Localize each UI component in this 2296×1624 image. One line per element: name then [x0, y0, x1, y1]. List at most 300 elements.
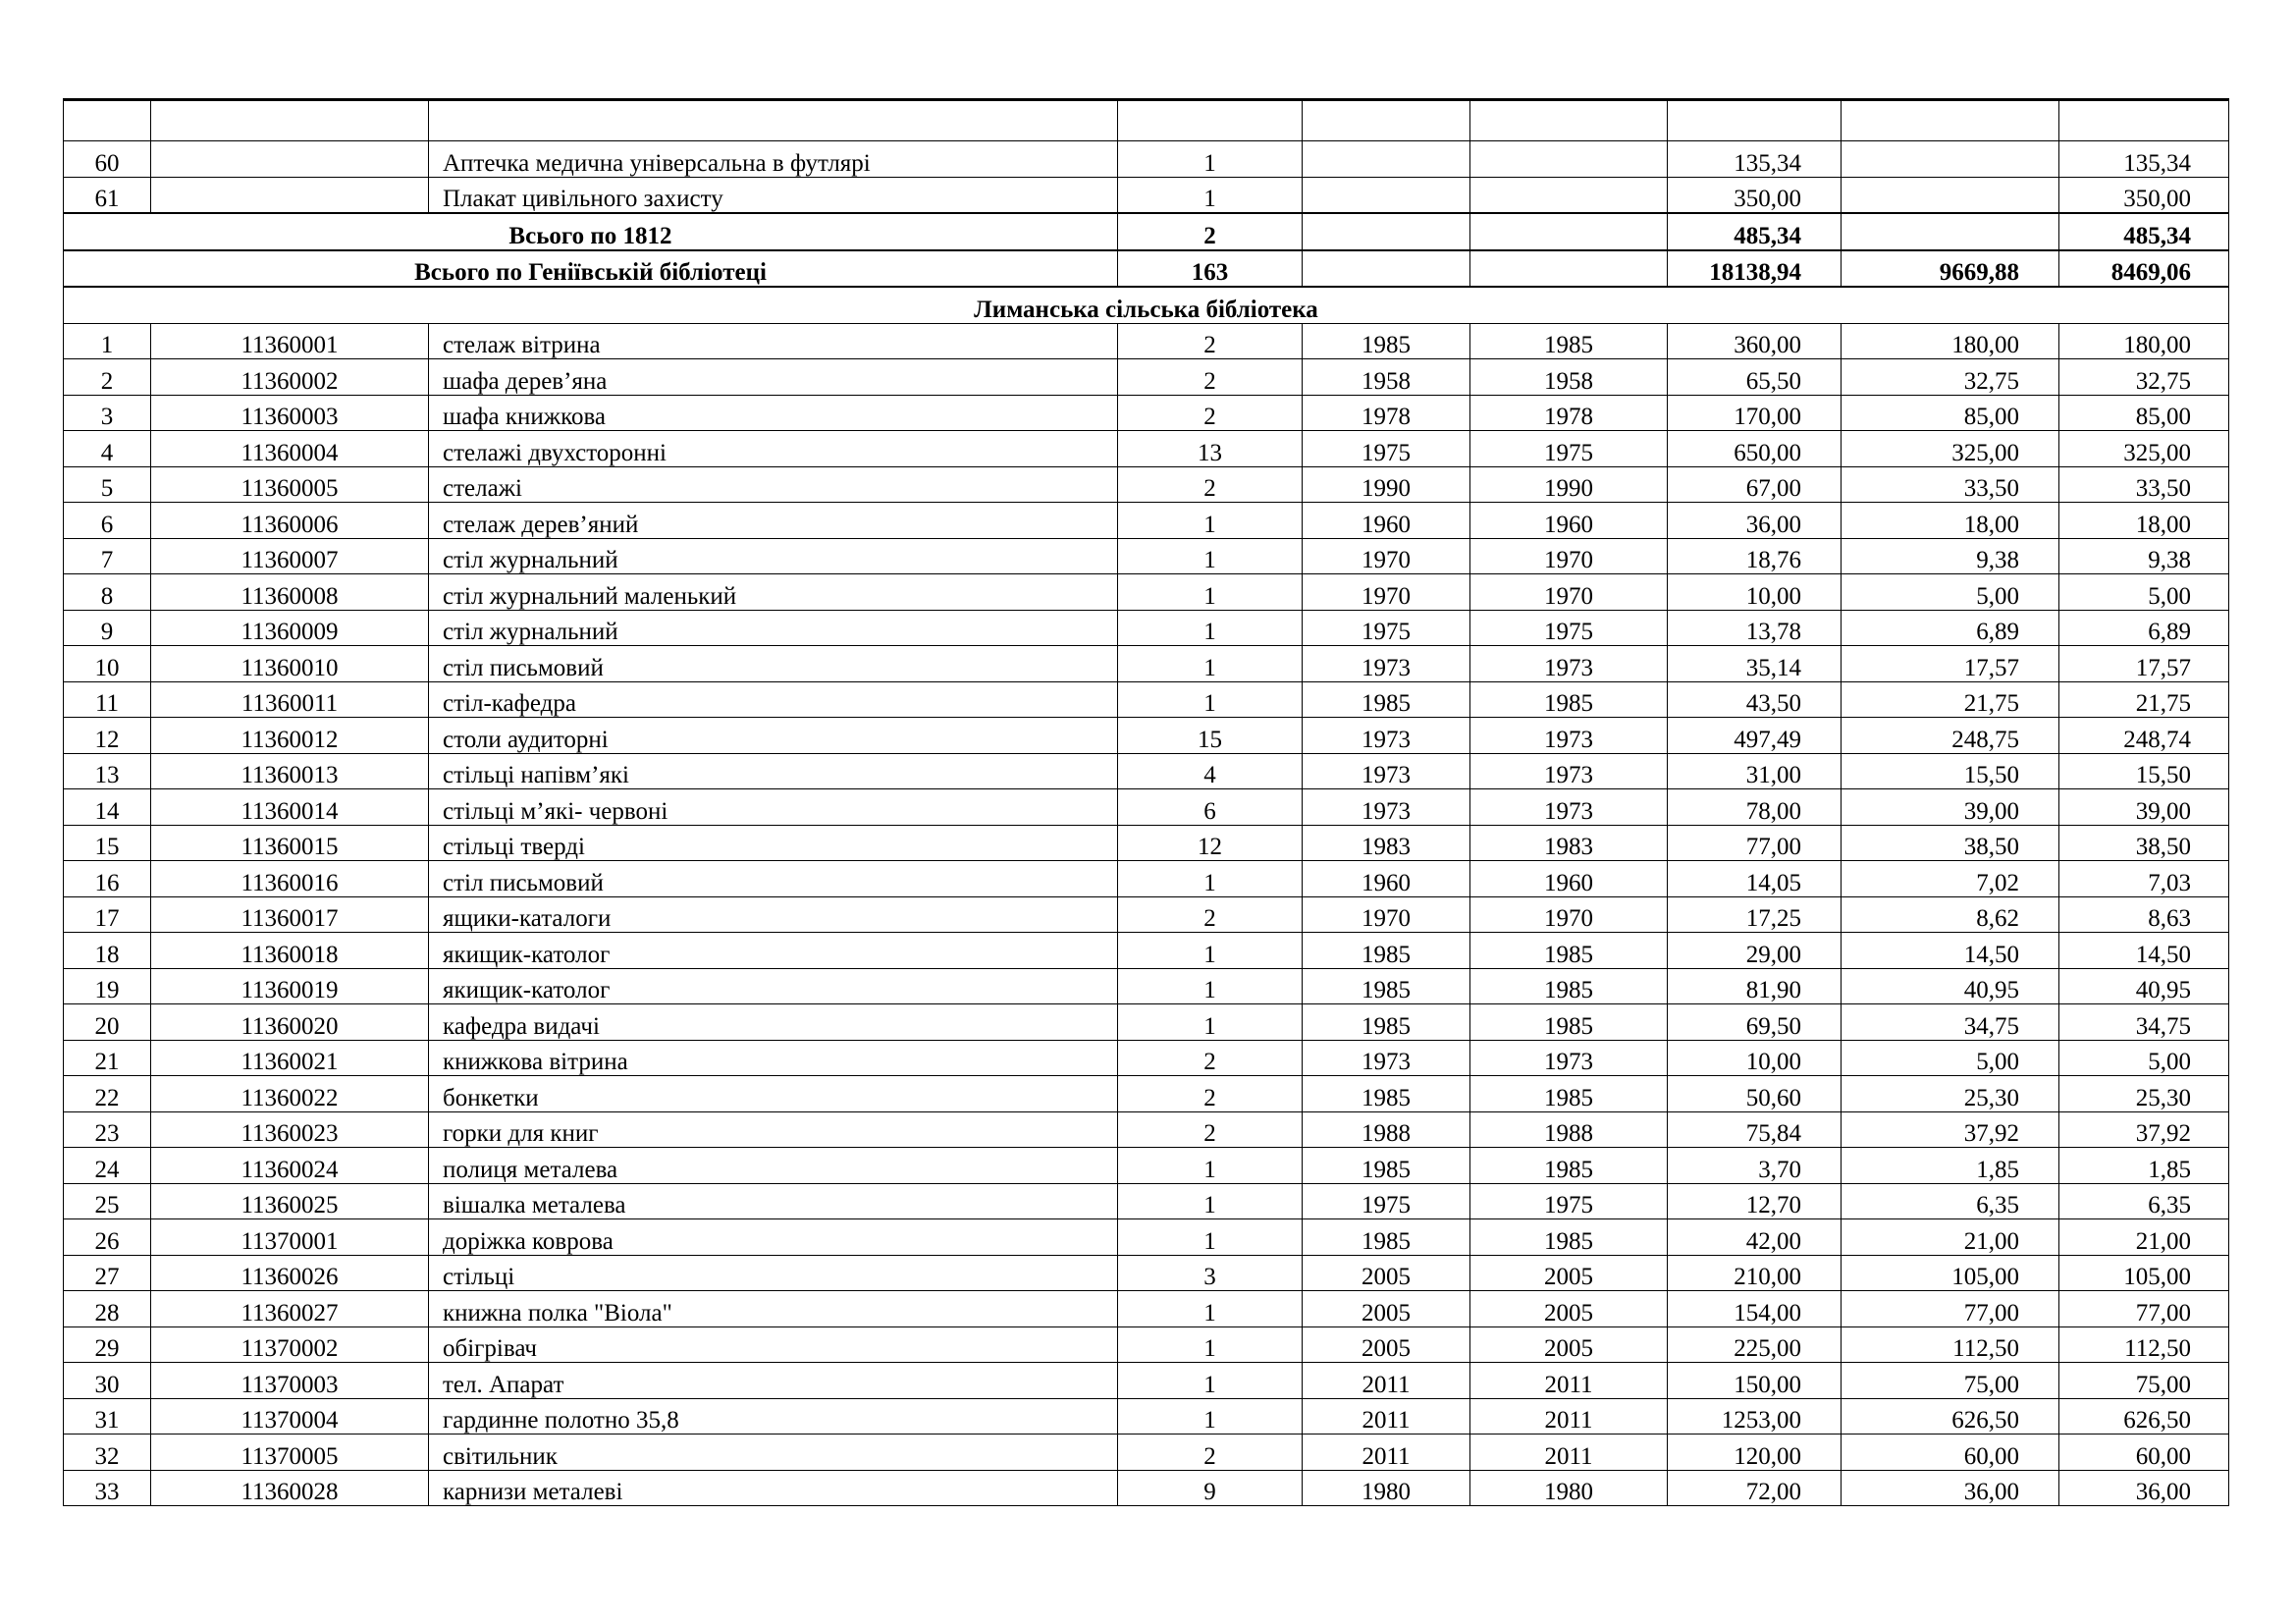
item-year-made: 1973: [1303, 789, 1470, 826]
row-number: 24: [64, 1148, 151, 1184]
item-cost: 29,00: [1668, 933, 1842, 969]
item-cost: 67,00: [1668, 466, 1842, 503]
item-cost: 42,00: [1668, 1219, 1842, 1256]
total-qty: 163: [1118, 250, 1303, 288]
section-title: Лиманська сільська бібліотека: [64, 287, 2229, 323]
row-number: 14: [64, 789, 151, 826]
item-name: стіл письмовий: [429, 646, 1118, 682]
inventory-number: 11360001: [151, 323, 429, 359]
row-number: 3: [64, 395, 151, 431]
item-wear: 15,50: [1842, 753, 2059, 789]
item-year-commissioned: 1985: [1470, 1004, 1668, 1041]
total-label: Всього по 1812: [64, 213, 1118, 250]
inventory-sheet: [63, 98, 2228, 1506]
item-qty: 1: [1118, 1148, 1303, 1184]
item-qty: 6: [1118, 789, 1303, 826]
item-qty: 1: [1118, 1398, 1303, 1435]
inventory-number: 11360004: [151, 431, 429, 467]
item-cost: 75,84: [1668, 1111, 1842, 1148]
item-cost: 135,34: [1668, 141, 1842, 178]
row-number: 31: [64, 1398, 151, 1435]
item-wear: 40,95: [1842, 968, 2059, 1004]
total-row-1812: [64, 213, 2229, 250]
total-residual: 8469,06: [2059, 250, 2229, 288]
row-number: 8: [64, 574, 151, 611]
item-qty: 1: [1118, 610, 1303, 646]
item-qty: 1: [1118, 1183, 1303, 1219]
item-cost: 77,00: [1668, 825, 1842, 861]
table-row: [64, 1219, 2229, 1256]
inventory-table: [63, 98, 2229, 1506]
item-residual: 18,00: [2059, 503, 2229, 539]
item-year-made: 1975: [1303, 610, 1470, 646]
item-name: стелаж вітрина: [429, 323, 1118, 359]
item-name: тел. Апарат: [429, 1363, 1118, 1399]
item-year-made: 1985: [1303, 681, 1470, 718]
row-number: 21: [64, 1040, 151, 1076]
item-year-commissioned: 1980: [1470, 1470, 1668, 1506]
row-number: 12: [64, 718, 151, 754]
item-cost: 35,14: [1668, 646, 1842, 682]
item-qty: 1: [1118, 1004, 1303, 1041]
table-row: [64, 1183, 2229, 1219]
item-name: книжна полка "Віола": [429, 1291, 1118, 1327]
item-name: стільці напівм’які: [429, 753, 1118, 789]
table-row: [64, 1291, 2229, 1327]
total-label: Всього по Геніївській бібліотеці: [64, 250, 1118, 288]
row-number: 25: [64, 1183, 151, 1219]
inventory-number: 11360013: [151, 753, 429, 789]
item-residual: 38,50: [2059, 825, 2229, 861]
row-number: 4: [64, 431, 151, 467]
item-year-commissioned: 1973: [1470, 789, 1668, 826]
item-year-commissioned: 1990: [1470, 466, 1668, 503]
row-number: 60: [64, 141, 151, 178]
table-row: [64, 1255, 2229, 1291]
item-wear: 112,50: [1842, 1326, 2059, 1363]
item-year-commissioned: 1985: [1470, 968, 1668, 1004]
item-residual: 325,00: [2059, 431, 2229, 467]
inventory-number: 11360024: [151, 1148, 429, 1184]
item-name: стіл письмовий: [429, 861, 1118, 897]
inventory-number: 11360021: [151, 1040, 429, 1076]
item-wear: 105,00: [1842, 1255, 2059, 1291]
item-year-made: 1975: [1303, 1183, 1470, 1219]
item-cost: 10,00: [1668, 574, 1842, 611]
row-number: 17: [64, 896, 151, 933]
table-row: [64, 1398, 2229, 1435]
table-row: [64, 933, 2229, 969]
item-qty: 1: [1118, 1291, 1303, 1327]
item-residual: 33,50: [2059, 466, 2229, 503]
table-row: [64, 359, 2229, 396]
item-year-commissioned: 2005: [1470, 1326, 1668, 1363]
item-year-made: 1958: [1303, 359, 1470, 396]
item-qty: 1: [1118, 968, 1303, 1004]
total-wear: 9669,88: [1842, 250, 2059, 288]
item-residual: 32,75: [2059, 359, 2229, 396]
item-year-commissioned: 1970: [1470, 574, 1668, 611]
item-wear: 180,00: [1842, 323, 2059, 359]
item-name: світильник: [429, 1435, 1118, 1471]
item-year-commissioned: 2011: [1470, 1435, 1668, 1471]
item-wear: 9,38: [1842, 538, 2059, 574]
inventory-number: 11360007: [151, 538, 429, 574]
item-year-made: 1985: [1303, 1219, 1470, 1256]
item-qty: 1: [1118, 861, 1303, 897]
item-name: ящики-каталоги: [429, 896, 1118, 933]
item-name: Аптечка медична універсальна в футлярі: [429, 141, 1118, 178]
item-qty: 13: [1118, 431, 1303, 467]
row-number: 29: [64, 1326, 151, 1363]
item-cost: 497,49: [1668, 718, 1842, 754]
item-wear: 34,75: [1842, 1004, 2059, 1041]
item-wear: 36,00: [1842, 1470, 2059, 1506]
item-name: стіл журнальний: [429, 538, 1118, 574]
table-row: [64, 141, 2229, 178]
row-number: 13: [64, 753, 151, 789]
item-cost: 225,00: [1668, 1326, 1842, 1363]
item-name: якищик-католог: [429, 933, 1118, 969]
item-residual: 135,34: [2059, 141, 2229, 178]
item-residual: 21,00: [2059, 1219, 2229, 1256]
item-year-commissioned: 2005: [1470, 1255, 1668, 1291]
item-wear: 37,92: [1842, 1111, 2059, 1148]
item-qty: 1: [1118, 1363, 1303, 1399]
item-qty: 1: [1118, 681, 1303, 718]
item-year-made: 1973: [1303, 718, 1470, 754]
item-year-made: 1973: [1303, 646, 1470, 682]
item-residual: 36,00: [2059, 1470, 2229, 1506]
item-year-made: 1985: [1303, 1076, 1470, 1112]
item-wear: 33,50: [1842, 466, 2059, 503]
table-row: [64, 1148, 2229, 1184]
table-row: [64, 1326, 2229, 1363]
inventory-number: 11360010: [151, 646, 429, 682]
item-name: стільці м’які- червоні: [429, 789, 1118, 826]
item-qty: 2: [1118, 896, 1303, 933]
item-name: якищик-католог: [429, 968, 1118, 1004]
item-cost: 78,00: [1668, 789, 1842, 826]
item-name: стіл-кафедра: [429, 681, 1118, 718]
item-year-made: 1980: [1303, 1470, 1470, 1506]
inventory-number: 11370002: [151, 1326, 429, 1363]
item-qty: 4: [1118, 753, 1303, 789]
item-residual: 15,50: [2059, 753, 2229, 789]
table-top-spacer-row: [64, 100, 2229, 141]
item-cost: 43,50: [1668, 681, 1842, 718]
item-cost: 36,00: [1668, 503, 1842, 539]
row-number: 10: [64, 646, 151, 682]
item-residual: 5,00: [2059, 1040, 2229, 1076]
item-residual: 6,35: [2059, 1183, 2229, 1219]
item-residual: 180,00: [2059, 323, 2229, 359]
inventory-number: 11370003: [151, 1363, 429, 1399]
item-year-made: 2011: [1303, 1363, 1470, 1399]
inventory-number: 11360014: [151, 789, 429, 826]
item-residual: 626,50: [2059, 1398, 2229, 1435]
item-wear: 18,00: [1842, 503, 2059, 539]
item-name: карнизи металеві: [429, 1470, 1118, 1506]
total-qty: 2: [1118, 213, 1303, 250]
row-number: 19: [64, 968, 151, 1004]
row-number: 30: [64, 1363, 151, 1399]
inventory-number: 11360008: [151, 574, 429, 611]
item-residual: 25,30: [2059, 1076, 2229, 1112]
item-name: полиця металева: [429, 1148, 1118, 1184]
item-qty: 1: [1118, 933, 1303, 969]
inventory-number: 11360016: [151, 861, 429, 897]
item-year-commissioned: 2011: [1470, 1398, 1668, 1435]
row-number: 1: [64, 323, 151, 359]
table-row: [64, 681, 2229, 718]
row-number: 32: [64, 1435, 151, 1471]
item-year-made: 1988: [1303, 1111, 1470, 1148]
item-year-commissioned: 1978: [1470, 395, 1668, 431]
item-year-made: 1978: [1303, 395, 1470, 431]
inventory-number: 11360015: [151, 825, 429, 861]
row-number: 27: [64, 1255, 151, 1291]
item-name: бонкетки: [429, 1076, 1118, 1112]
item-qty: 1: [1118, 1219, 1303, 1256]
item-qty: 2: [1118, 359, 1303, 396]
item-residual: 7,03: [2059, 861, 2229, 897]
item-residual: 77,00: [2059, 1291, 2229, 1327]
item-year-commissioned: 1975: [1470, 1183, 1668, 1219]
item-qty: 12: [1118, 825, 1303, 861]
item-year-made: 1985: [1303, 1004, 1470, 1041]
item-year-commissioned: 1985: [1470, 933, 1668, 969]
table-row: [64, 1470, 2229, 1506]
item-cost: 14,05: [1668, 861, 1842, 897]
table-row: [64, 1363, 2229, 1399]
item-residual: 37,92: [2059, 1111, 2229, 1148]
item-residual: 1,85: [2059, 1148, 2229, 1184]
item-year-commissioned: 1973: [1470, 718, 1668, 754]
table-row: [64, 466, 2229, 503]
item-year-made: 1990: [1303, 466, 1470, 503]
inventory-number: 11360027: [151, 1291, 429, 1327]
item-cost: 65,50: [1668, 359, 1842, 396]
inventory-number: 11360025: [151, 1183, 429, 1219]
item-cost: 17,25: [1668, 896, 1842, 933]
item-year-commissioned: 2005: [1470, 1291, 1668, 1327]
item-year-made: 2011: [1303, 1398, 1470, 1435]
item-wear: 17,57: [1842, 646, 2059, 682]
table-row: [64, 323, 2229, 359]
item-cost: 81,90: [1668, 968, 1842, 1004]
table-row: [64, 1435, 2229, 1471]
item-cost: 350,00: [1668, 177, 1842, 213]
item-year-commissioned: 1958: [1470, 359, 1668, 396]
item-wear: 5,00: [1842, 574, 2059, 611]
inventory-number: 11360005: [151, 466, 429, 503]
total-residual: 485,34: [2059, 213, 2229, 250]
item-residual: 75,00: [2059, 1363, 2229, 1399]
row-number: 6: [64, 503, 151, 539]
item-cost: 10,00: [1668, 1040, 1842, 1076]
item-name: Плакат цивільного захисту: [429, 177, 1118, 213]
item-qty: 1: [1118, 646, 1303, 682]
item-cost: 31,00: [1668, 753, 1842, 789]
item-name: стільці: [429, 1255, 1118, 1291]
row-number: 7: [64, 538, 151, 574]
item-residual: 39,00: [2059, 789, 2229, 826]
item-residual: 34,75: [2059, 1004, 2229, 1041]
table-row: [64, 825, 2229, 861]
table-row: [64, 968, 2229, 1004]
item-wear: 21,75: [1842, 681, 2059, 718]
row-number: 11: [64, 681, 151, 718]
item-year-commissioned: 1970: [1470, 896, 1668, 933]
row-number: 61: [64, 177, 151, 213]
item-wear: 14,50: [1842, 933, 2059, 969]
item-year-commissioned: 1985: [1470, 323, 1668, 359]
item-cost: 12,70: [1668, 1183, 1842, 1219]
inventory-number: 11370001: [151, 1219, 429, 1256]
item-year-commissioned: 1985: [1470, 681, 1668, 718]
row-number: 28: [64, 1291, 151, 1327]
item-name: стелажі двухсторонні: [429, 431, 1118, 467]
inventory-number: 11360002: [151, 359, 429, 396]
item-qty: 2: [1118, 1111, 1303, 1148]
item-wear: 1,85: [1842, 1148, 2059, 1184]
total-cost: 18138,94: [1668, 250, 1842, 288]
table-row: [64, 753, 2229, 789]
inventory-number: 11360003: [151, 395, 429, 431]
item-year-made: 1985: [1303, 323, 1470, 359]
row-number: 5: [64, 466, 151, 503]
item-wear: 7,02: [1842, 861, 2059, 897]
item-wear: 8,62: [1842, 896, 2059, 933]
item-qty: 2: [1118, 466, 1303, 503]
item-wear: 85,00: [1842, 395, 2059, 431]
item-year-made: 1983: [1303, 825, 1470, 861]
item-cost: 69,50: [1668, 1004, 1842, 1041]
item-qty: 2: [1118, 1076, 1303, 1112]
row-number: 9: [64, 610, 151, 646]
item-year-made: 1975: [1303, 431, 1470, 467]
item-qty: 1: [1118, 141, 1303, 178]
item-year-commissioned: 1960: [1470, 503, 1668, 539]
inventory-number: 11360026: [151, 1255, 429, 1291]
table-row: [64, 789, 2229, 826]
item-name: стіл журнальний маленький: [429, 574, 1118, 611]
table-row: [64, 718, 2229, 754]
item-qty: 1: [1118, 538, 1303, 574]
total-cost: 485,34: [1668, 213, 1842, 250]
item-residual: 8,63: [2059, 896, 2229, 933]
item-wear: 39,00: [1842, 789, 2059, 826]
row-number: 15: [64, 825, 151, 861]
table-row: [64, 861, 2229, 897]
table-row: [64, 177, 2229, 213]
item-qty: 9: [1118, 1470, 1303, 1506]
item-name: стелаж дерев’яний: [429, 503, 1118, 539]
item-residual: 6,89: [2059, 610, 2229, 646]
inventory-number: 11360023: [151, 1111, 429, 1148]
item-qty: 2: [1118, 1040, 1303, 1076]
item-cost: 650,00: [1668, 431, 1842, 467]
item-year-commissioned: 1985: [1470, 1076, 1668, 1112]
item-cost: 1253,00: [1668, 1398, 1842, 1435]
item-year-made: 1960: [1303, 861, 1470, 897]
row-number: 33: [64, 1470, 151, 1506]
item-year-commissioned: 1973: [1470, 1040, 1668, 1076]
item-wear: 75,00: [1842, 1363, 2059, 1399]
item-year-made: 1985: [1303, 933, 1470, 969]
inventory-number: 11360017: [151, 896, 429, 933]
item-wear: 325,00: [1842, 431, 2059, 467]
table-row: [64, 503, 2229, 539]
item-name: вішалка металева: [429, 1183, 1118, 1219]
item-residual: 112,50: [2059, 1326, 2229, 1363]
row-number: 18: [64, 933, 151, 969]
item-year-made: 2005: [1303, 1255, 1470, 1291]
item-name: книжкова вітрина: [429, 1040, 1118, 1076]
row-number: 16: [64, 861, 151, 897]
inventory-number: 11360009: [151, 610, 429, 646]
item-year-commissioned: 1975: [1470, 610, 1668, 646]
row-number: 22: [64, 1076, 151, 1112]
item-name: шафа книжкова: [429, 395, 1118, 431]
item-year-commissioned: 1970: [1470, 538, 1668, 574]
item-year-made: 2005: [1303, 1326, 1470, 1363]
item-wear: 38,50: [1842, 825, 2059, 861]
item-cost: 72,00: [1668, 1470, 1842, 1506]
item-residual: 248,74: [2059, 718, 2229, 754]
item-year-made: 1985: [1303, 968, 1470, 1004]
table-row: [64, 431, 2229, 467]
item-cost: 150,00: [1668, 1363, 1842, 1399]
item-year-commissioned: 2011: [1470, 1363, 1668, 1399]
item-residual: 9,38: [2059, 538, 2229, 574]
inventory-number: 11360006: [151, 503, 429, 539]
item-qty: 2: [1118, 1435, 1303, 1471]
item-cost: 120,00: [1668, 1435, 1842, 1471]
item-wear: 77,00: [1842, 1291, 2059, 1327]
table-row: [64, 1040, 2229, 1076]
item-wear: 25,30: [1842, 1076, 2059, 1112]
item-residual: 14,50: [2059, 933, 2229, 969]
item-name: кафедра видачі: [429, 1004, 1118, 1041]
item-cost: 360,00: [1668, 323, 1842, 359]
row-number: 26: [64, 1219, 151, 1256]
item-cost: 3,70: [1668, 1148, 1842, 1184]
item-name: стіл журнальний: [429, 610, 1118, 646]
table-row: [64, 395, 2229, 431]
item-year-made: 2005: [1303, 1291, 1470, 1327]
item-year-commissioned: 1973: [1470, 646, 1668, 682]
item-qty: 1: [1118, 574, 1303, 611]
item-name: гардинне полотно 35,8: [429, 1398, 1118, 1435]
row-number: 20: [64, 1004, 151, 1041]
table-row: [64, 610, 2229, 646]
item-residual: 85,00: [2059, 395, 2229, 431]
item-residual: 350,00: [2059, 177, 2229, 213]
item-residual: 40,95: [2059, 968, 2229, 1004]
item-name: столи аудиторні: [429, 718, 1118, 754]
item-year-made: 1973: [1303, 753, 1470, 789]
inventory-number: 11370004: [151, 1398, 429, 1435]
table-row: [64, 646, 2229, 682]
row-number: 23: [64, 1111, 151, 1148]
inventory-number: 11360020: [151, 1004, 429, 1041]
row-number: 2: [64, 359, 151, 396]
inventory-number: 11360022: [151, 1076, 429, 1112]
item-residual: 105,00: [2059, 1255, 2229, 1291]
item-cost: 210,00: [1668, 1255, 1842, 1291]
